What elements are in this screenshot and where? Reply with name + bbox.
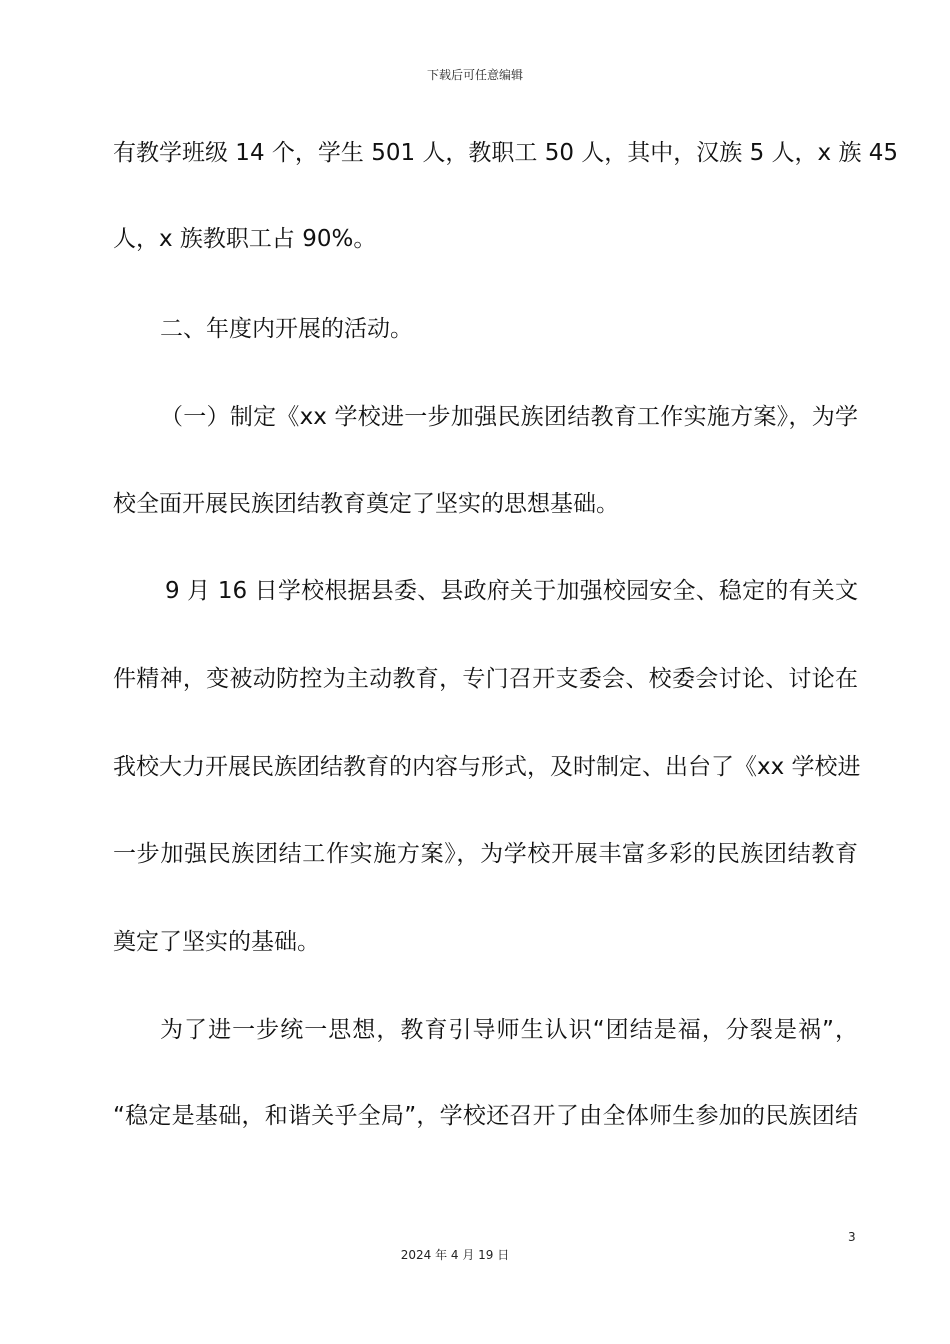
body-line-8: 我校大力开展民族团结教育的内容与形式，及时制定、出台了《xx 学校进 (113, 754, 861, 780)
body-line-7: 件精神，变被动防控为主动教育，专门召开支委会、校委会讨论、讨论在 (113, 666, 858, 692)
body-line-5: 校全面开展民族团结教育奠定了坚实的思想基础。 (113, 491, 619, 517)
body-line-2: 人，x 族教职工占 90%。 (113, 226, 377, 252)
body-line-9: 一步加强民族团结工作实施方案》，为学校开展丰富多彩的民族团结教育 (113, 841, 858, 867)
body-line-4: （一）制定《xx 学校进一步加强民族团结教育工作实施方案》，为学 (160, 404, 858, 430)
body-line-6: 9 月 16 日学校根据县委、县政府关于加强校园安全、稳定的有关文 (165, 578, 858, 604)
page-header: 下载后可任意编辑 (426, 68, 523, 82)
body-line-1: 有教学班级 14 个，学生 501 人，教职工 50 人，其中，汉族 5 人，x 族 45 (113, 140, 899, 166)
page-number: 3 (848, 1230, 856, 1244)
footer-date: 2024 年 4 月 19 日 (400, 1248, 510, 1262)
body-line-12: “稳定是基础，和谐关乎全局”，学校还召开了由全体师生参加的民族团结 (113, 1103, 858, 1129)
section-heading: 二、年度内开展的活动。 (160, 316, 413, 342)
body-line-11: 为了进一步统一思想，教育引导师生认识“团结是福，分裂是祸”， (160, 1017, 858, 1043)
body-line-10: 奠定了坚实的基础。 (113, 929, 320, 955)
